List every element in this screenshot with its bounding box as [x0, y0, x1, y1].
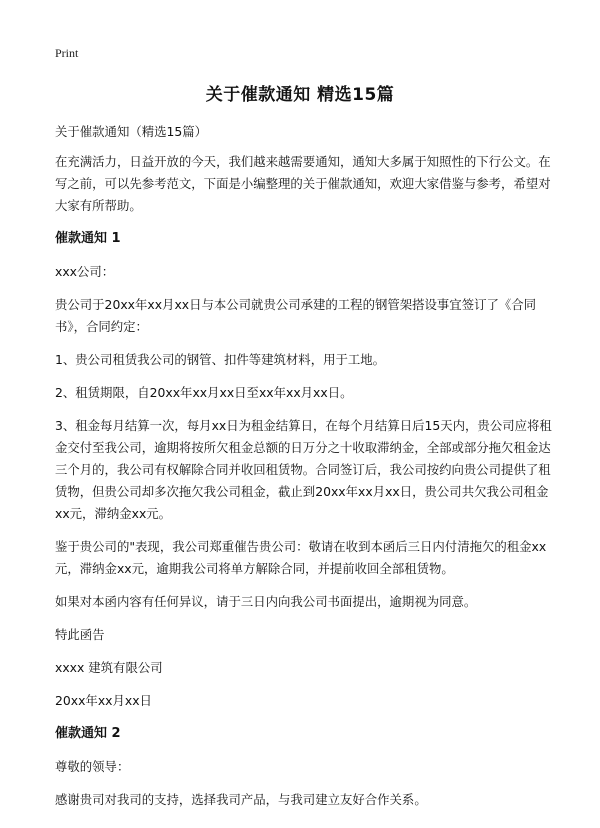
- paragraph: 感谢贵司对我司的支持，选择我司产品，与我司建立友好合作关系。: [55, 792, 427, 807]
- paragraph: 如果对本函内容有任何异议，请于三日内向我公司书面提出，逾期视为同意。: [55, 594, 477, 609]
- paragraph: xxxx 建筑有限公司: [55, 660, 163, 675]
- paragraph: 贵公司于20xx年xx月xx日与本公司就贵公司承建的工程的钢管架搭设事宜签订了《合同书》，合同约定：: [55, 297, 537, 334]
- paragraph: 1、贵公司租赁我公司的钢管、扣件等建筑材料，用于工地。: [55, 352, 386, 367]
- print-link[interactable]: Print: [55, 46, 79, 60]
- section-heading: 催款通知 1: [55, 231, 121, 246]
- paragraph: 鉴于贵公司的"表现，我公司郑重催告贵公司：敬请在收到本函后三日内付清拖欠的租金xx元，滞纳金xx元，逾期我公司将单方解除合同，并提前收回全部租赁物。: [55, 539, 547, 576]
- paragraph: 20xx年xx月xx日: [55, 693, 152, 708]
- paragraph: xxx公司：: [55, 264, 115, 279]
- page-title: 关于催款通知 精选15篇: [205, 85, 395, 105]
- paragraph: 3、租金每月结算一次，每月xx日为租金结算日，在每个月结算日后15天内，贵公司应将租金交付至我公司，逾期将按所欠租金总额的日万分之十收取滞纳金，全部或部分拖欠租金达三个月的，我公司有权解除合同并收回租赁物。合同签订后，我公司按约向贵公司提供了租赁物，但贵公司却多次拖欠我公司租金，截止到20xx年xx月xx日，贵公司共欠我公司租金xx元，滞纳金xx元。: [55, 418, 552, 521]
- paragraph: 2、租赁期限，自20xx年xx月xx日至xx年xx月xx日。: [55, 385, 353, 400]
- document-subtitle: 关于催款通知（精选15篇）: [55, 124, 208, 139]
- paragraph: 特此函告: [55, 627, 105, 642]
- document-body: [55, 121, 555, 822]
- paragraph: 尊敬的领导：: [55, 759, 130, 774]
- section-heading: 催款通知 2: [55, 726, 121, 741]
- intro-paragraph: 在充满活力，日益开放的今天，我们越来越需要通知，通知大多属于知照性的下行公文。在写之前，可以先参考范文，下面是小编整理的关于催款通知，欢迎大家借鉴与参考，希望对大家有所帮助。: [55, 154, 551, 213]
